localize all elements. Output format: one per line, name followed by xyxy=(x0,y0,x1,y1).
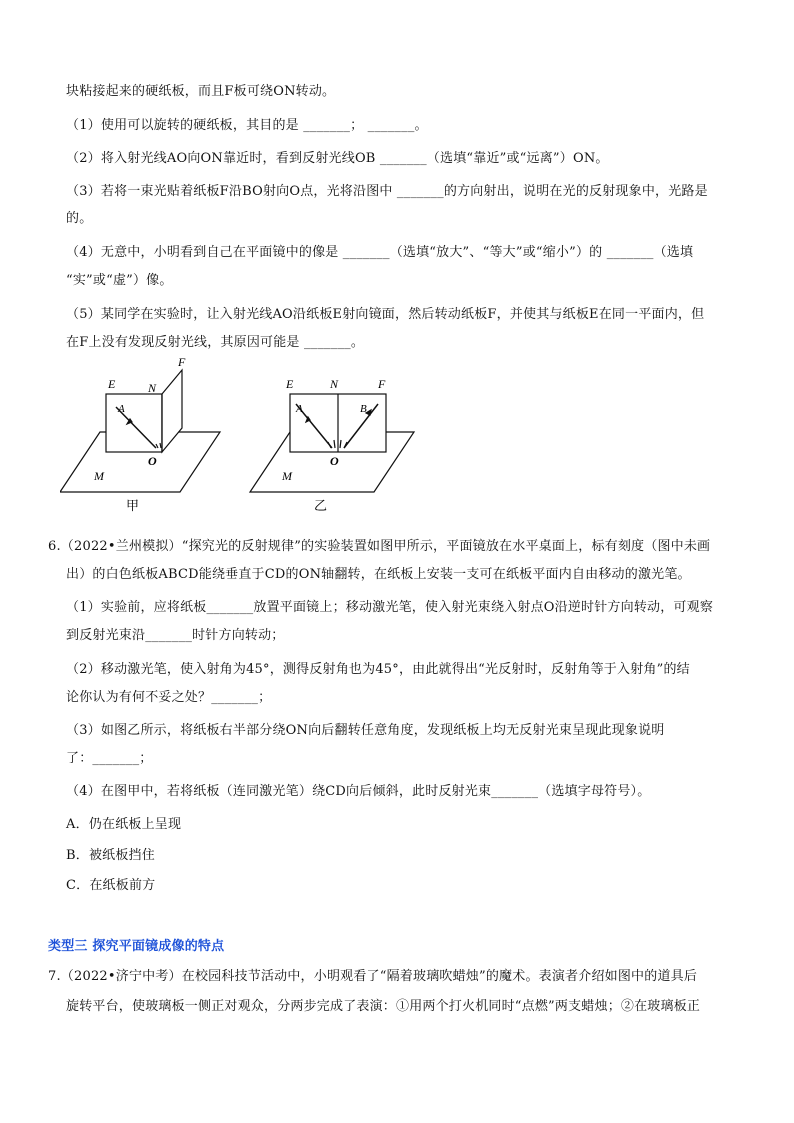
label-e-jia: E xyxy=(108,377,116,391)
label-f-yi: F xyxy=(378,377,386,391)
label-m-yi: M xyxy=(282,469,292,483)
board-f-jia xyxy=(162,370,182,452)
q5-part3a: （3）若将一束光贴着纸板F沿BO射向O点，光将沿图中 _______的方向射出，说明在光的反射现象中，光路是 xyxy=(66,184,708,199)
label-e-yi: E xyxy=(286,377,294,391)
q5-intro-line: 块粘接起来的硬纸板，而且F板可绕ON转动。 xyxy=(66,84,336,99)
q5-part5b: 在F上没有发现反射光线，其原因可能是 _______。 xyxy=(66,335,365,350)
q5-part2: （2）将入射光线AO向ON靠近时，看到反射光线OB _______（选填“靠近”或“远离”）ON。 xyxy=(66,151,609,166)
q7-stem-line2: 旋转平台，使玻璃板一侧正对观众，分两步完成了表演：①用两个打火机同时“点燃”两支蜡烛；②在玻璃板正 xyxy=(66,999,701,1014)
label-a-yi: A xyxy=(296,403,303,415)
label-o-jia: O xyxy=(148,454,157,468)
q6-stem-line1: 6.（2022•兰州模拟）“探究光的反射规律”的实验装置如图甲所示，平面镜放在水平桌面上，标有刻度（图中未画 xyxy=(48,539,711,554)
caption-jia: 甲 xyxy=(126,498,140,513)
q6-part4: （4）在图甲中，若将纸板（连同激光笔）绕CD向后倾斜，此时反射光束_______（选填字母符号）。 xyxy=(66,784,651,799)
q6-part1a: （1）实验前，应将纸板_______放置平面镜上；移动激光笔，使入射光束绕入射点O沿逆时针方向转动，可观察 xyxy=(66,600,714,615)
q7-stem-line1: 7.（2022•济宁中考）在校园科技节活动中，小明观看了“隔着玻璃吹蜡烛”的魔术。表演者介绍如图中的道具后 xyxy=(48,969,698,984)
label-n-yi: N xyxy=(330,377,339,391)
board-e-jia xyxy=(106,394,162,452)
label-f-jia: F xyxy=(178,355,186,369)
caption-yi: 乙 xyxy=(314,498,328,513)
q6-part2b: 论你认为有何不妥之处？_______； xyxy=(66,690,272,705)
figure-svg xyxy=(60,352,440,522)
q6-option-c: C．在纸板前方 xyxy=(66,878,156,893)
section-heading: 类型三 探究平面镜成像的特点 xyxy=(48,939,225,954)
q5-part4b: “实”或“虚”）像。 xyxy=(66,273,173,288)
q6-part3a: （3）如图乙所示，将纸板右半部分绕ON向后翻转任意角度，发现纸板上均无反射光束呈现此现象说明 xyxy=(66,723,665,738)
figure-jia xyxy=(60,370,220,492)
q6-part1b: 到反射光束沿_______时针方向转动； xyxy=(66,628,285,643)
q5-part5a: （5）某同学在实验时，让入射光线AO沿纸板E射向镜面，然后转动纸板F，并使其与纸板E在同一平面内，但 xyxy=(66,307,705,322)
q6-part3b: 了：_______； xyxy=(66,751,153,766)
q6-option-a: A．仍在纸板上呈现 xyxy=(66,817,182,832)
q5-part4a: （4）无意中，小明看到自己在平面镜中的像是 _______（选填“放大”、“等大”或“缩小”）的 _______（选填 xyxy=(66,245,694,260)
label-m-jia: M xyxy=(94,469,104,483)
q5-part3b: 的。 xyxy=(66,211,93,226)
figure-yi xyxy=(250,394,414,492)
q6-part2a: （2）移动激光笔，使入射角为45°，测得反射角也为45°，由此就得出“光反射时，反射角等于入射角”的结 xyxy=(66,662,690,677)
reflection-figures xyxy=(60,352,440,522)
q6-stem-line2: 出）的白色纸板ABCD能绕垂直于CD的ON轴翻转，在纸板上安装一支可在纸板平面内自由移动的激光笔。 xyxy=(66,567,691,582)
label-a-jia: A xyxy=(118,403,125,415)
q6-option-b: B．被纸板挡住 xyxy=(66,848,155,863)
label-n-jia: N xyxy=(148,381,157,395)
label-o-yi: O xyxy=(330,454,339,468)
q5-part1: （1）使用可以旋转的硬纸板，其目的是 _______； _______。 xyxy=(66,118,428,133)
label-b-yi: B xyxy=(360,403,367,415)
